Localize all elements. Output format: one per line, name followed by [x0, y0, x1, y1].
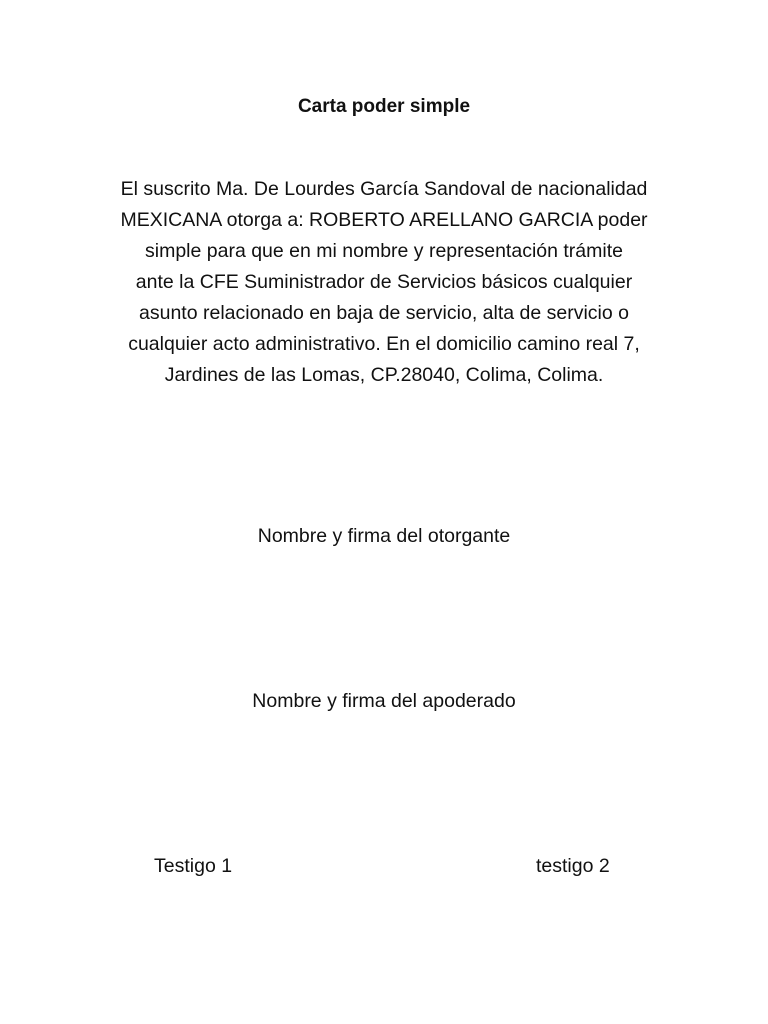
document-body [100, 174, 668, 391]
document-title: Carta poder simple [297, 96, 471, 117]
witness-2-label: testigo 2 [536, 855, 610, 877]
witness-1-label: Testigo 1 [154, 855, 233, 877]
signature-apoderado-label: Nombre y firma del apoderado [252, 690, 516, 712]
body-line: cualquier acto administrativo. En el domicilio camino real 7, [128, 333, 640, 355]
body-line: asunto relacionado en baja de servicio, alta de servicio o [139, 302, 629, 324]
body-line: simple para que en mi nombre y representación trámite [145, 240, 623, 262]
body-line: Jardines de las Lomas, CP.28040, Colima, Colima. [164, 364, 604, 386]
signature-otorgante-label: Nombre y firma del otorgante [257, 525, 511, 547]
body-line: El suscrito Ma. De Lourdes García Sandoval de nacionalidad [120, 178, 648, 200]
body-line: MEXICANA otorga a: ROBERTO ARELLANO GARCIA poder [120, 209, 648, 231]
body-line: ante la CFE Suministrador de Servicios básicos cualquier [135, 271, 633, 293]
